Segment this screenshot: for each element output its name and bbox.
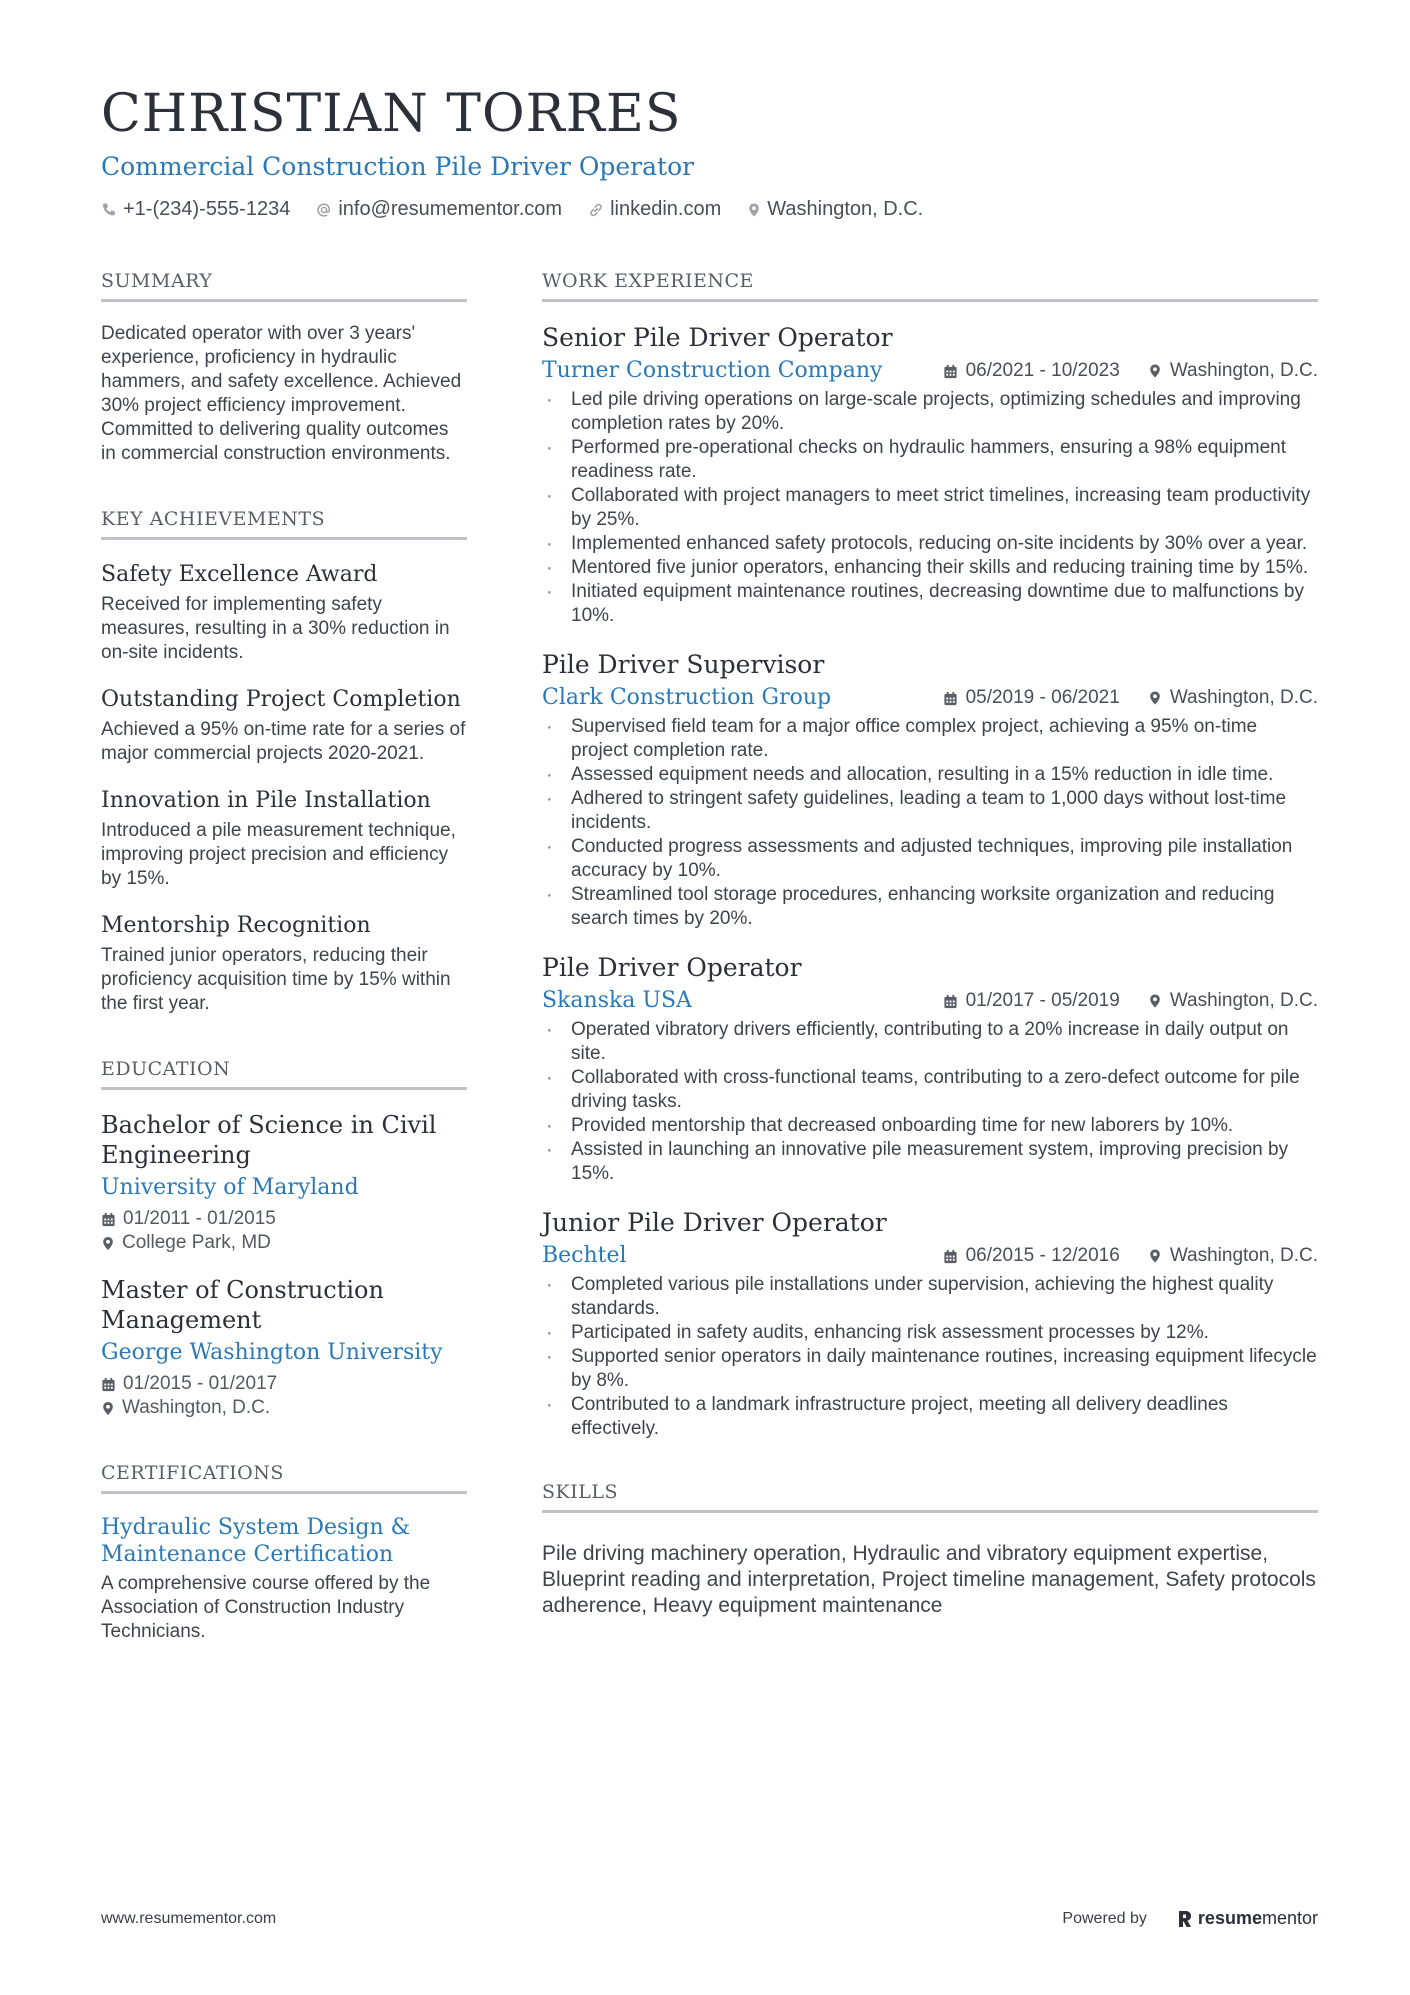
summary-heading: SUMMARY — [101, 268, 467, 302]
job-dates: 06/2015 - 12/2016 — [965, 1245, 1120, 1266]
linkedin-text: linkedin.com — [610, 198, 722, 220]
page-footer — [101, 1908, 1318, 1929]
calendar-icon — [943, 1249, 958, 1264]
powered-by — [1062, 1908, 1318, 1929]
left-column — [101, 268, 467, 1684]
list-item: · Mentored five junior operators, enhancing their skills and reducing training time by 15%. — [542, 556, 1318, 580]
degree-title: Master of Construction Management — [101, 1276, 384, 1334]
brand-light: mentor — [1261, 1908, 1318, 1928]
list-item: · Operated vibratory drivers efficiently, contributing to a 20% increase in daily output on site. — [542, 1018, 1318, 1066]
list-item: · Completed various pile installations under supervision, achieving the highest quality standards. — [542, 1273, 1318, 1321]
certifications-heading: CERTIFICATIONS — [101, 1460, 467, 1494]
map-pin-icon — [1148, 993, 1162, 1009]
brand-bold: resume — [1197, 1908, 1262, 1928]
at-icon — [316, 202, 332, 218]
achievement-item — [101, 786, 467, 891]
education-location — [101, 1396, 467, 1420]
list-item: · Participated in safety audits, enhancing risk assessment processes by 12%. — [542, 1321, 1318, 1345]
achievements-heading: KEY ACHIEVEMENTS — [101, 506, 467, 540]
job-meta — [915, 1245, 1318, 1267]
achievement-text: Trained junior operators, reducing their proficiency acquisition time by 15% within the first year. — [101, 945, 451, 1014]
job-title: Commercial Construction Pile Driver Operator — [101, 152, 695, 181]
job-position: Senior Pile Driver Operator — [542, 323, 893, 352]
education-dates — [101, 1207, 467, 1231]
certifications-section — [101, 1460, 467, 1644]
contact-bar — [101, 198, 1321, 221]
logo-icon — [1177, 1909, 1193, 1929]
achievement-title: Innovation in Pile Installation — [101, 788, 431, 813]
powered-by-label: Powered by — [1062, 1909, 1147, 1927]
certification-text: A comprehensive course offered by the Association of Construction Industry Technicians. — [101, 1573, 431, 1642]
link-icon — [588, 202, 604, 218]
location-text: Washington, D.C. — [122, 1397, 271, 1418]
job-entry — [542, 952, 1318, 1186]
job-dates: 05/2019 - 06/2021 — [965, 687, 1120, 708]
achievement-text: Achieved a 95% on-time rate for a series of major commercial projects 2020-2021. — [101, 719, 466, 764]
list-item: · Adhered to stringent safety guidelines, leading a team to 1,000 days without lost-time incidents. — [542, 787, 1318, 835]
brand-logo[interactable] — [1177, 1908, 1318, 1929]
summary-text: Dedicated operator with over 3 years' experience, proficiency in hydraulic hammers, and safety excellence. Achieved 30% project efficiency improvement. Committed to delivering quality outcomes in commercial construction environments. — [101, 323, 462, 464]
job-entry — [542, 322, 1318, 628]
list-item: · Implemented enhanced safety protocols, reducing on-site incidents by 30% over a year. — [542, 532, 1318, 556]
experience-section — [542, 268, 1318, 1441]
location-text: Washington, D.C. — [767, 198, 924, 220]
list-item: · Led pile driving operations on large-scale projects, optimizing schedules and improving completion rates by 20%. — [542, 388, 1318, 436]
phone-text: +1-(234)-555-1234 — [123, 198, 291, 220]
calendar-icon — [101, 1377, 116, 1392]
job-bullets — [542, 388, 1318, 628]
map-pin-icon — [1148, 1248, 1162, 1264]
contact-location — [747, 198, 923, 221]
map-pin-icon — [747, 202, 761, 218]
job-position: Pile Driver Supervisor — [542, 650, 825, 679]
company-name: Clark Construction Group — [542, 685, 832, 710]
company-name: Skanska USA — [542, 988, 692, 1013]
list-item: · Collaborated with project managers to meet strict timelines, increasing team productivity by 25%. — [542, 484, 1318, 532]
list-item: · Provided mentorship that decreased onboarding time for new laborers by 10%. — [542, 1114, 1318, 1138]
map-pin-icon — [1148, 690, 1162, 706]
map-pin-icon — [101, 1236, 115, 1251]
job-location: Washington, D.C. — [1169, 360, 1318, 381]
job-bullets — [542, 715, 1318, 931]
map-pin-icon — [1148, 363, 1162, 379]
skills-heading: SKILLS — [542, 1479, 1318, 1513]
resume-header — [101, 82, 1321, 221]
contact-linkedin[interactable] — [588, 198, 721, 221]
contact-phone[interactable] — [101, 198, 290, 221]
company-name: Turner Construction Company — [542, 358, 883, 383]
job-entry — [542, 649, 1318, 931]
dates-text: 01/2011 - 01/2015 — [123, 1208, 276, 1229]
map-pin-icon — [101, 1401, 115, 1416]
job-location: Washington, D.C. — [1169, 1245, 1318, 1266]
school-name: University of Maryland — [101, 1175, 359, 1200]
school-name: George Washington University — [101, 1340, 443, 1365]
job-meta — [915, 687, 1318, 709]
education-item — [101, 1110, 467, 1255]
list-item: · Collaborated with cross-functional teams, contributing to a zero-defect outcome for pile driving tasks. — [542, 1066, 1318, 1114]
achievements-section — [101, 506, 467, 1016]
education-location — [101, 1231, 467, 1255]
achievement-title: Outstanding Project Completion — [101, 687, 461, 712]
summary-section — [101, 268, 467, 466]
degree-title: Bachelor of Science in Civil Engineering — [101, 1111, 437, 1169]
achievement-item — [101, 911, 467, 1016]
job-dates: 06/2021 - 10/2023 — [965, 360, 1120, 381]
right-column — [542, 268, 1318, 1659]
job-location: Washington, D.C. — [1169, 990, 1318, 1011]
achievement-text: Introduced a pile measurement technique, improving project precision and efficiency by 15%. — [101, 820, 456, 889]
footer-url[interactable]: www.resumementor.com — [101, 1909, 277, 1927]
job-location: Washington, D.C. — [1169, 687, 1318, 708]
job-bullets — [542, 1018, 1318, 1186]
job-position: Pile Driver Operator — [542, 953, 802, 982]
list-item: · Performed pre-operational checks on hydraulic hammers, ensuring a 98% equipment readiness rate. — [542, 436, 1318, 484]
achievement-title: Mentorship Recognition — [101, 913, 371, 938]
education-section — [101, 1056, 467, 1420]
list-item: · Conducted progress assessments and adjusted techniques, improving pile installation accuracy by 10%. — [542, 835, 1318, 883]
list-item: · Contributed to a landmark infrastructure project, meeting all delivery deadlines effectively. — [542, 1393, 1318, 1441]
job-meta — [915, 360, 1318, 382]
list-item: · Supervised field team for a major office complex project, achieving a 95% on-time project completion rate. — [542, 715, 1318, 763]
list-item: · Initiated equipment maintenance routines, decreasing downtime due to malfunctions by 10%. — [542, 580, 1318, 628]
calendar-icon — [943, 994, 958, 1009]
certification-title: Hydraulic System Design & Maintenance Certification — [101, 1515, 411, 1567]
list-item: · Streamlined tool storage procedures, enhancing worksite organization and reducing search times by 20%. — [542, 883, 1318, 931]
candidate-name: CHRISTIAN TORRES — [101, 84, 682, 144]
job-position: Junior Pile Driver Operator — [542, 1208, 887, 1237]
achievement-title: Safety Excellence Award — [101, 562, 378, 587]
education-item — [101, 1275, 467, 1420]
list-item: · Assisted in launching an innovative pile measurement system, improving precision by 15%. — [542, 1138, 1318, 1186]
location-text: College Park, MD — [122, 1232, 271, 1253]
education-dates — [101, 1372, 467, 1396]
email-text: info@resumementor.com — [338, 198, 563, 220]
calendar-icon — [101, 1212, 116, 1227]
phone-icon — [101, 202, 117, 218]
skills-section — [542, 1479, 1318, 1619]
list-item: · Supported senior operators in daily maintenance routines, increasing equipment lifecycle by 8%. — [542, 1345, 1318, 1393]
job-bullets — [542, 1273, 1318, 1441]
contact-email[interactable] — [316, 198, 562, 221]
experience-heading: WORK EXPERIENCE — [542, 268, 1318, 302]
list-item: · Assessed equipment needs and allocation, resulting in a 15% reduction in idle time. — [542, 763, 1318, 787]
dates-text: 01/2015 - 01/2017 — [123, 1373, 278, 1394]
company-name: Bechtel — [542, 1243, 627, 1268]
skills-text: Pile driving machinery operation, Hydraulic and vibratory equipment expertise, Blueprint reading and interpretation, Project timeline management, Safety protocols adherence, Heavy equipment maintenance — [542, 1542, 1316, 1617]
job-meta — [915, 990, 1318, 1012]
achievement-item — [101, 685, 467, 766]
calendar-icon — [943, 691, 958, 706]
calendar-icon — [943, 364, 958, 379]
education-heading: EDUCATION — [101, 1056, 467, 1090]
job-dates: 01/2017 - 05/2019 — [965, 990, 1120, 1011]
job-entry — [542, 1207, 1318, 1441]
achievement-item — [101, 560, 467, 665]
achievement-text: Received for implementing safety measures, resulting in a 30% reduction in on-site incidents. — [101, 594, 450, 663]
